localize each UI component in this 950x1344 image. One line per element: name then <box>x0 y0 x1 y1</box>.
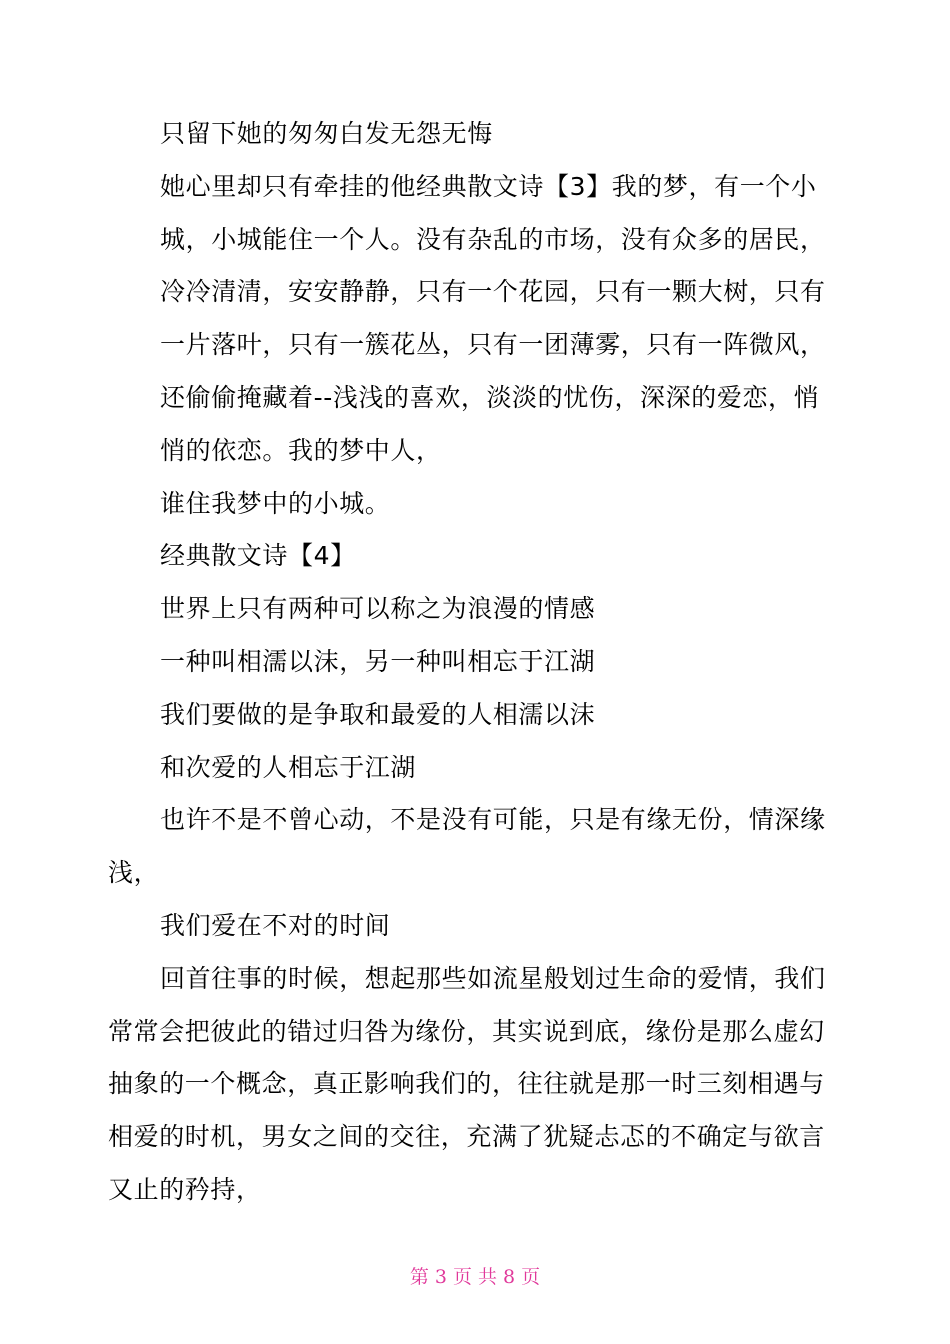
text-line: 一片落叶，只有一簇花丛，只有一团薄雾，只有一阵微风， <box>160 330 826 360</box>
text-line: 我们要做的是争取和最爱的人相濡以沫 <box>160 699 596 729</box>
text-line: 浅， <box>108 858 160 888</box>
text-line: 回首往事的时候，想起那些如流星般划过生命的爱情，我们 <box>160 963 826 993</box>
page-number-footer: 第 3 页 共 8 页 <box>409 1266 541 1288</box>
text-line: 谁住我梦中的小城。 <box>160 488 391 518</box>
text-line: 一种叫相濡以沫，另一种叫相忘于江湖 <box>160 646 596 676</box>
text-line: 城，小城能住一个人。没有杂乱的市场，没有众多的居民， <box>160 224 826 254</box>
text-line: 和次爱的人相忘于江湖 <box>160 752 417 782</box>
document-body <box>108 108 848 1217</box>
text-line: 只留下她的匆匆白发无怨无悔 <box>160 119 493 148</box>
text-line: 也许不是不曾心动，不是没有可能，只是有缘无份，情深缘 <box>160 805 826 835</box>
text-line: 悄的依恋。我的梦中人， <box>160 435 442 465</box>
text-line: 抽象的一个概念，真正影响我们的，往往就是那一时三刻相遇与 <box>108 1069 825 1099</box>
text-line: 还偷偷掩藏着--浅浅的喜欢，淡淡的忧伤，深深的爱恋，悄 <box>160 382 820 412</box>
text-line: 常常会把彼此的错过归咎为缘份，其实说到底，缘份是那么虚幻 <box>108 1016 825 1046</box>
text-line: 相爱的时机，男女之间的交往，充满了犹疑忐忑的不确定与欲言 <box>108 1122 825 1152</box>
text-line: 我们爱在不对的时间 <box>160 910 391 940</box>
section-heading: 经典散文诗【4】 <box>160 541 356 571</box>
text-line: 她心里却只有牵挂的他经典散文诗【3】我的梦，有一个小 <box>160 171 817 201</box>
text-line: 世界上只有两种可以称之为浪漫的情感 <box>160 594 596 624</box>
text-line: 又止的矜持， <box>108 1174 262 1204</box>
text-line: 冷冷清清，安安静静，只有一个花园，只有一颗大树，只有 <box>160 277 826 307</box>
